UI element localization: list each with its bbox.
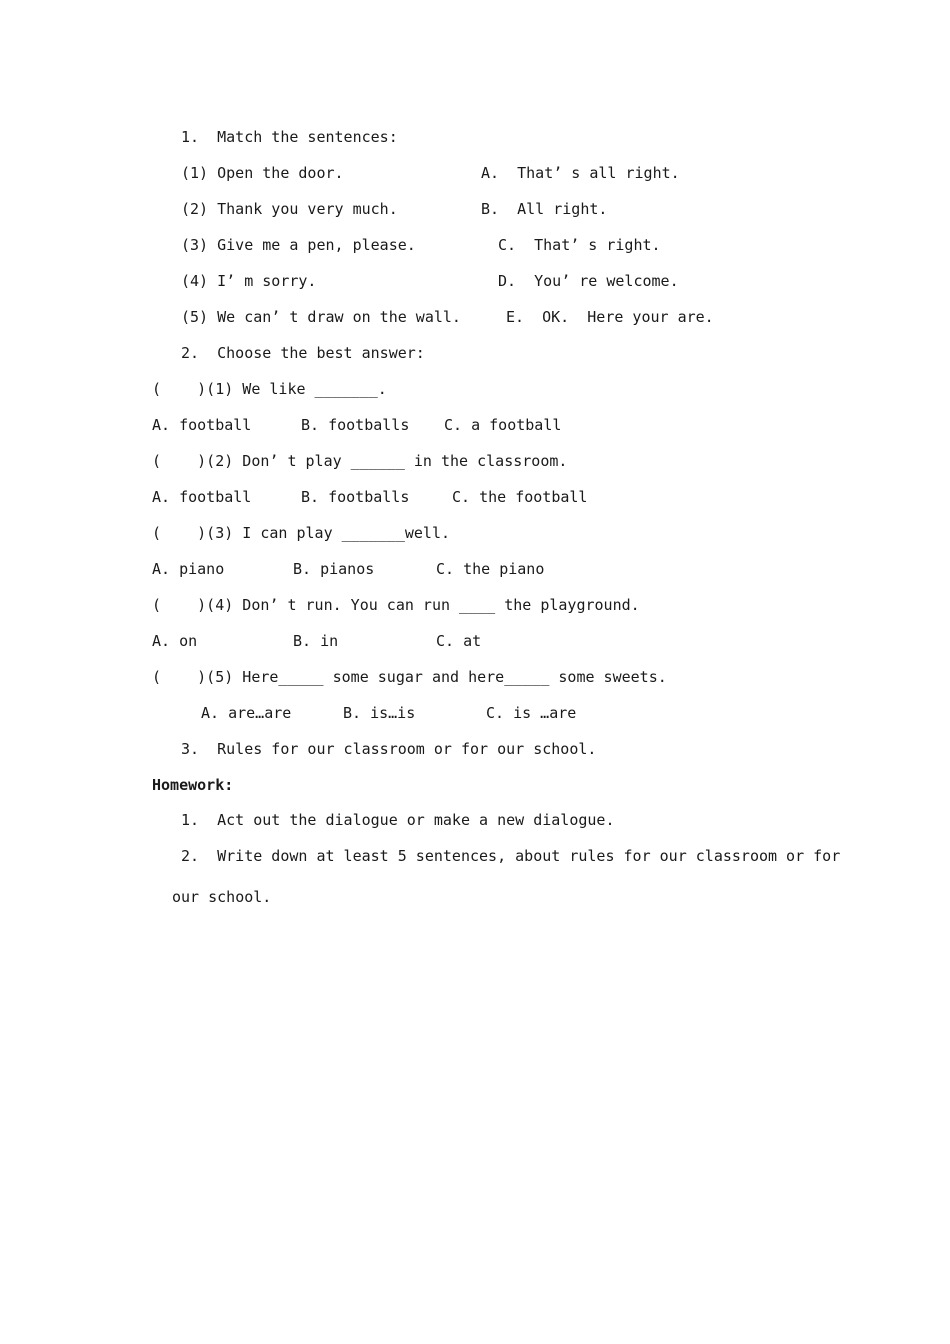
section-3-heading: 3. Rules for our classroom or for our school. [181,740,597,758]
q2-option-c: C. the football [452,488,588,506]
match-item-4: (4) I’ m sorry. [181,272,317,290]
q5-option-a: A. are…are [201,704,292,722]
question-4: ( )(4) Don’ t run. You can run ____ the playground. [152,596,640,614]
q4-option-a: A. on [152,632,198,650]
match-answer-c: C. That’ s right. [498,236,661,254]
q3-option-c: C. the piano [436,560,545,578]
q5-option-c: C. is …are [486,704,577,722]
match-item-1: (1) Open the door. [181,164,344,182]
question-5: ( )(5) Here_____ some sugar and here_____ some sweets. [152,668,667,686]
q3-option-a: A. piano [152,560,225,578]
match-answer-e: E. OK. Here your are. [506,308,714,326]
homework-item-2: 2. Write down at least 5 sentences, about rules for our classroom or for [181,847,841,865]
q4-option-b: B. in [293,632,339,650]
q4-option-c: C. at [436,632,482,650]
match-item-3: (3) Give me a pen, please. [181,236,416,254]
question-3: ( )(3) I can play _______well. [152,524,451,542]
question-1: ( )(1) We like _______. [152,380,387,398]
match-item-5: (5) We can’ t draw on the wall. [181,308,461,326]
match-answer-a: A. That’ s all right. [481,164,680,182]
q1-option-c: C. a football [444,416,562,434]
homework-item-1: 1. Act out the dialogue or make a new dialogue. [181,811,615,829]
match-answer-d: D. You’ re welcome. [498,272,679,290]
section-2-heading: 2. Choose the best answer: [181,344,425,362]
q5-option-b: B. is…is [343,704,416,722]
q2-option-b: B. footballs [301,488,410,506]
q1-option-b: B. footballs [301,416,410,434]
homework-item-2-continued: our school. [172,888,272,906]
q1-option-a: A. football [152,416,252,434]
match-answer-b: B. All right. [481,200,608,218]
homework-title: Homework: [152,776,234,794]
section-1-heading: 1. Match the sentences: [181,128,398,146]
question-2: ( )(2) Don’ t play ______ in the classroom. [152,452,568,470]
q2-option-a: A. football [152,488,252,506]
match-item-2: (2) Thank you very much. [181,200,398,218]
q3-option-b: B. pianos [293,560,375,578]
